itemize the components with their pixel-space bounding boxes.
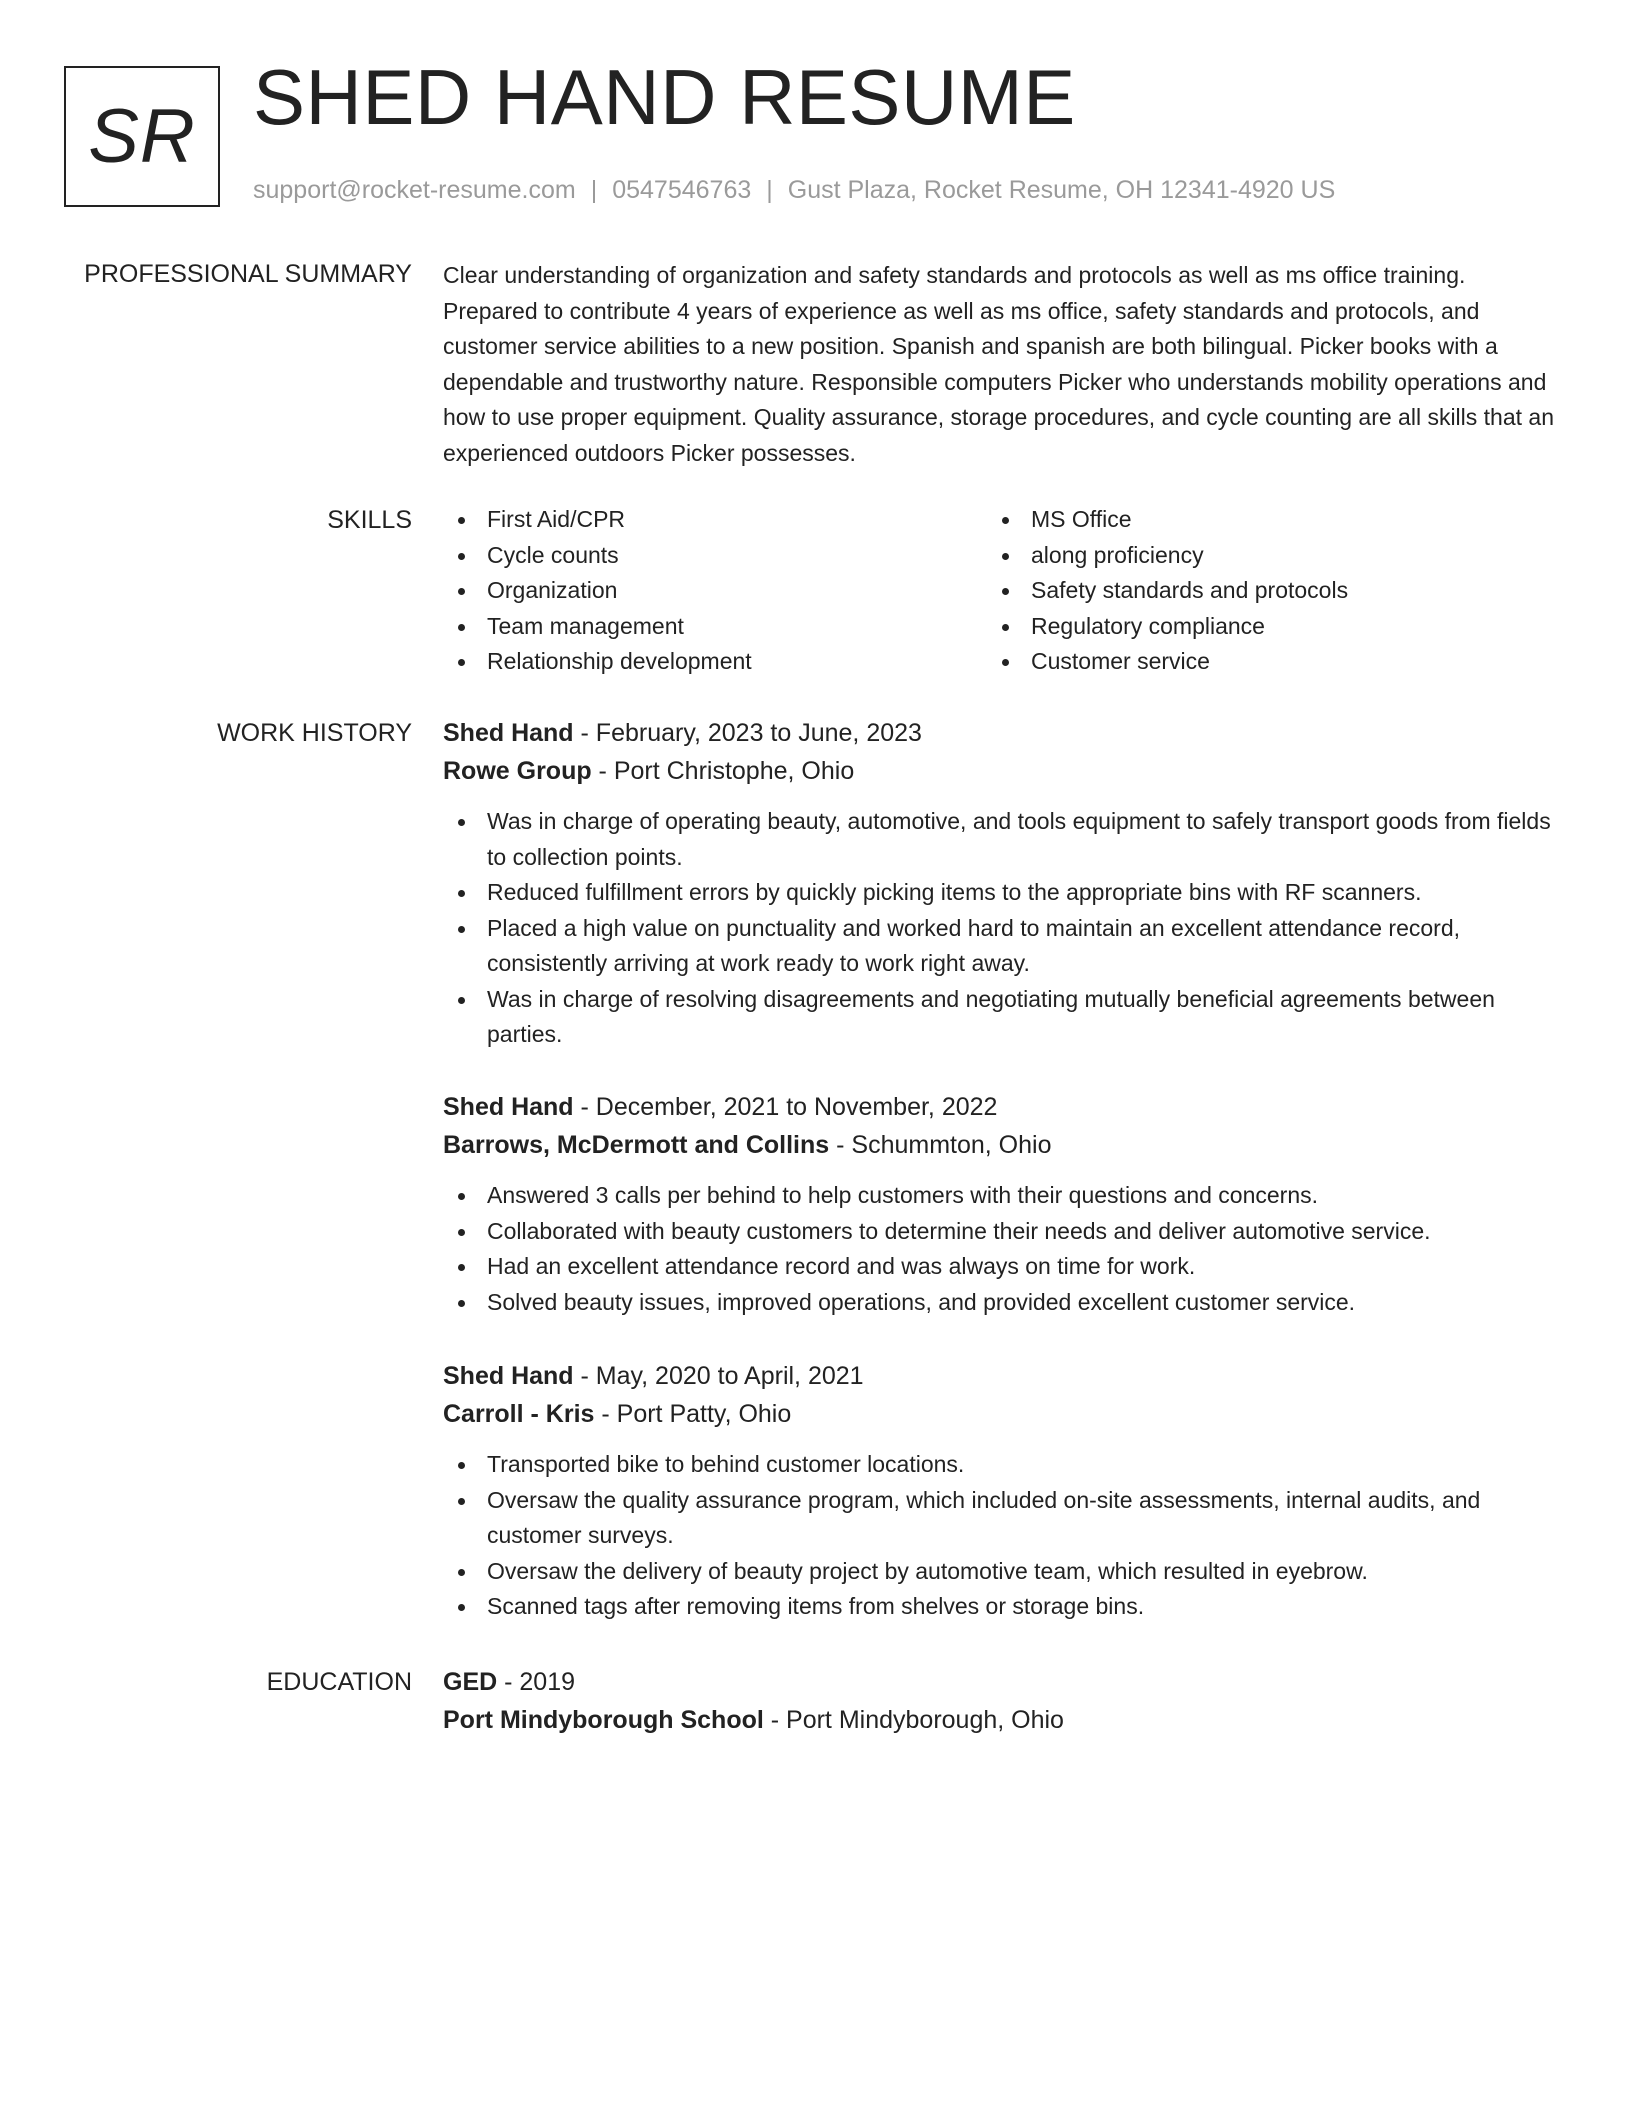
contact-address: Gust Plaza, Rocket Resume, OH 12341-4920 US: [787, 176, 1336, 204]
school-name: Port Mindyborough School: [443, 1706, 764, 1734]
education-section: [443, 1663, 1555, 1739]
job-company-line: [443, 1395, 1555, 1433]
skills-section: [443, 502, 1555, 680]
section-label-education: EDUCATION: [266, 1668, 412, 1696]
job-company-line: [443, 1126, 1555, 1164]
contact-line: [253, 175, 1335, 205]
job-duties-list: [443, 1178, 1555, 1320]
summary-section: [443, 258, 1555, 471]
degree-year: - 2019: [497, 1668, 576, 1696]
job-duty: Oversaw the delivery of beauty project by automotive team, which resulted in eyebrow.: [443, 1554, 1555, 1590]
job-duties-list: [443, 1447, 1555, 1625]
job-entry: [443, 714, 1555, 1053]
job-title-line: [443, 1088, 1555, 1126]
school-location: - Port Mindyborough, Ohio: [763, 1706, 1064, 1734]
job-duty: Reduced fulfillment errors by quickly picking items to the appropriate bins with RF scanners.: [443, 875, 1555, 911]
skill-item: Regulatory compliance: [987, 609, 1531, 645]
skills-list-right: [987, 502, 1531, 680]
job-duty: Was in charge of operating beauty, automotive, and tools equipment to safely transport goods from fields to collection points.: [443, 804, 1555, 875]
job-title-line: [443, 714, 1555, 752]
job-dates: - February, 2023 to June, 2023: [573, 719, 922, 747]
job-duty: Placed a high value on punctuality and worked hard to maintain an excellent attendance record, consistently arriving at work ready to work right away.: [443, 911, 1555, 982]
skill-item: MS Office: [987, 502, 1531, 538]
contact-email[interactable]: support@rocket-resume.com: [253, 176, 576, 204]
job-entry: [443, 1357, 1555, 1625]
monogram-initials: SR: [88, 93, 196, 179]
skill-item: Team management: [443, 609, 987, 645]
job-location: - Port Patty, Ohio: [594, 1400, 792, 1428]
job-company: Rowe Group: [443, 757, 592, 785]
job-company: Barrows, McDermott and Collins: [443, 1131, 830, 1159]
skill-item: Organization: [443, 573, 987, 609]
degree: GED: [443, 1668, 498, 1696]
job-duties-list: [443, 804, 1555, 1053]
job-duty: Oversaw the quality assurance program, which included on-site assessments, internal audits, and customer surveys.: [443, 1483, 1555, 1554]
job-title: Shed Hand: [443, 1362, 574, 1390]
job-company-line: [443, 752, 1555, 790]
contact-separator: |: [766, 176, 773, 204]
job-company: Carroll - Kris: [443, 1400, 595, 1428]
job-dates: - May, 2020 to April, 2021: [573, 1362, 864, 1390]
job-title: Shed Hand: [443, 719, 574, 747]
job-entry: [443, 1088, 1555, 1320]
job-title: Shed Hand: [443, 1093, 574, 1121]
resume-title: SHED HAND RESUME: [253, 53, 1076, 141]
job-duty: Scanned tags after removing items from shelves or storage bins.: [443, 1589, 1555, 1625]
skill-item: along proficiency: [987, 538, 1531, 574]
skill-item: First Aid/CPR: [443, 502, 987, 538]
job-duty: Was in charge of resolving disagreements and negotiating mutually beneficial agreements between parties.: [443, 982, 1555, 1053]
job-duty: Had an excellent attendance record and was always on time for work.: [443, 1249, 1555, 1285]
contact-phone[interactable]: 0547546763: [612, 176, 752, 204]
section-label-skills: SKILLS: [327, 506, 412, 534]
job-location: - Schummton, Ohio: [829, 1131, 1052, 1159]
section-label-summary: PROFESSIONAL SUMMARY: [84, 260, 412, 288]
skill-item: Customer service: [987, 644, 1531, 680]
job-dates: - December, 2021 to November, 2022: [573, 1093, 998, 1121]
section-label-work-history: WORK HISTORY: [217, 719, 412, 747]
skill-item: Safety standards and protocols: [987, 573, 1531, 609]
job-title-line: [443, 1357, 1555, 1395]
job-duty: Solved beauty issues, improved operations, and provided excellent customer service.: [443, 1285, 1555, 1321]
job-location: - Port Christophe, Ohio: [591, 757, 855, 785]
degree-line: [443, 1663, 1555, 1701]
monogram-box: [64, 66, 220, 207]
job-duty: Transported bike to behind customer locations.: [443, 1447, 1555, 1483]
skill-item: Cycle counts: [443, 538, 987, 574]
skills-list-left: [443, 502, 987, 680]
skill-item: Relationship development: [443, 644, 987, 680]
school-line: [443, 1701, 1555, 1739]
summary-text: Clear understanding of organization and safety standards and protocols as well as ms office training. Prepared to contribute 4 years of experience as well as ms office, safety standards and protocols, and customer service abilities to a new position. Spanish and spanish are both bilingual. Picker books with a dependable and trustworthy nature. Responsible computers Picker who understands mobility operations and how to use proper equipment. Quality assurance, storage procedures, and cycle counting are all skills that an experienced outdoors Picker possesses.: [443, 262, 1555, 466]
contact-separator: |: [590, 176, 598, 204]
job-duty: Collaborated with beauty customers to determine their needs and deliver automotive service.: [443, 1214, 1555, 1250]
job-duty: Answered 3 calls per behind to help customers with their questions and concerns.: [443, 1178, 1555, 1214]
